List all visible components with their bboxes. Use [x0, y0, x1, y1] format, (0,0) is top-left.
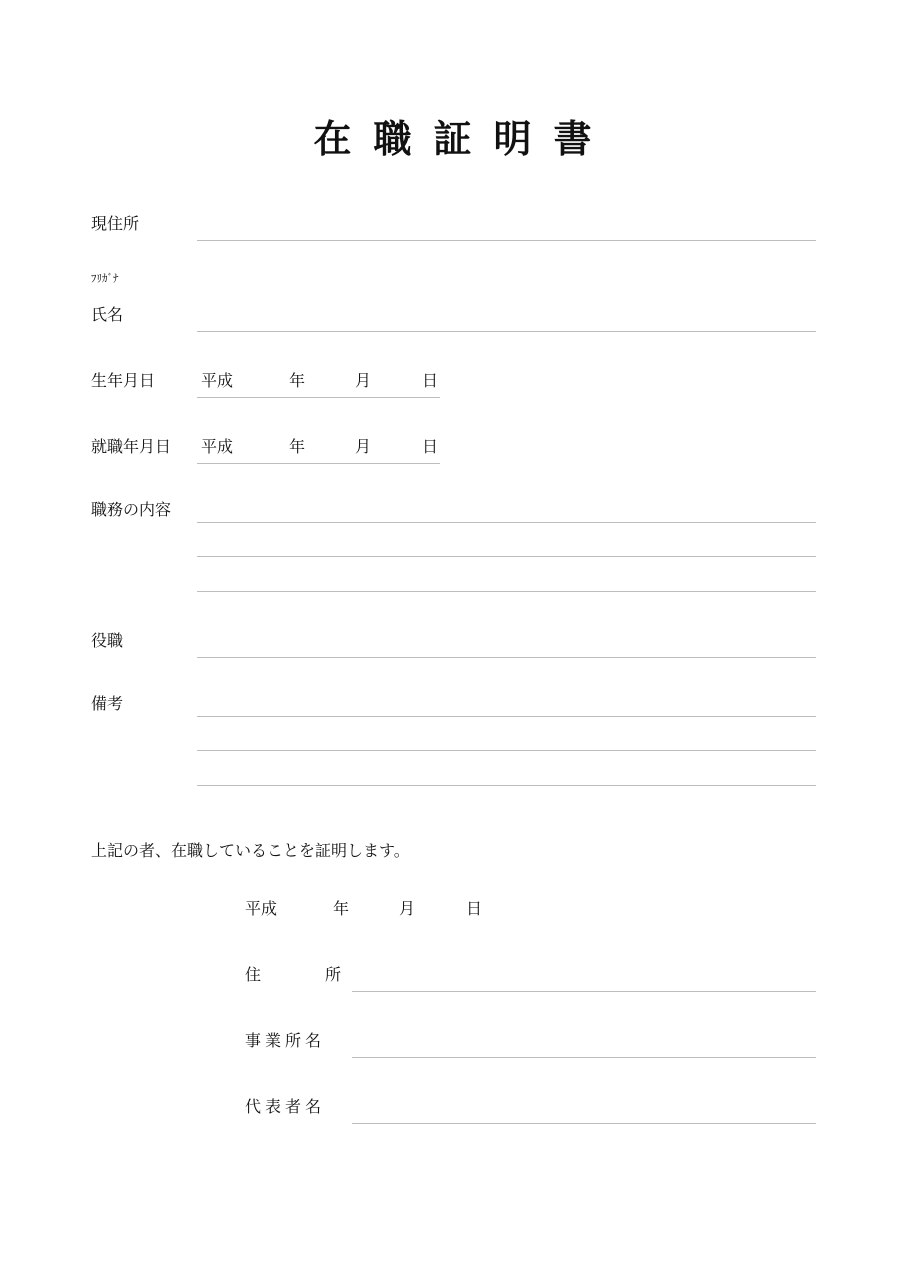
signature-representative-line: [352, 1123, 816, 1124]
signature-date-day-unit: 日: [466, 899, 483, 918]
signature-company-label: 事業所名: [245, 1031, 326, 1050]
employment-month-unit: 月: [355, 437, 372, 456]
certification-statement: 上記の者、在職していることを証明します。: [91, 841, 410, 860]
signature-representative-label: 代表者名: [245, 1097, 326, 1116]
signature-date-year-unit: 年: [333, 899, 350, 918]
document-title: 在職証明書: [313, 117, 614, 161]
address-label: 現住所: [91, 214, 140, 233]
position-line: [197, 657, 816, 658]
employment-date-label: 就職年月日: [91, 437, 172, 456]
birthdate-era: 平成: [201, 371, 234, 390]
employment-era: 平成: [201, 437, 234, 456]
position-label: 役職: [91, 631, 124, 650]
employment-year-unit: 年: [289, 437, 306, 456]
remarks-line-1: [197, 716, 816, 717]
signature-company-line: [352, 1057, 816, 1058]
job-content-line-3: [197, 591, 816, 592]
job-content-line-1: [197, 522, 816, 523]
birthdate-label: 生年月日: [91, 371, 156, 390]
birthdate-day-unit: 日: [422, 371, 439, 390]
signature-address-line: [352, 991, 816, 992]
name-label: 氏名: [91, 305, 124, 324]
remarks-line-2: [197, 750, 816, 751]
employment-day-unit: 日: [422, 437, 439, 456]
birthdate-year-unit: 年: [289, 371, 306, 390]
remarks-label: 備考: [91, 694, 124, 713]
name-line: [197, 331, 816, 332]
signature-date-month-unit: 月: [399, 899, 416, 918]
furigana-label: ﾌﾘｶﾞﾅ: [91, 272, 119, 285]
job-content-line-2: [197, 556, 816, 557]
job-content-label: 職務の内容: [91, 500, 172, 519]
birthdate-line: [197, 397, 440, 398]
signature-address-label: 住 所: [245, 965, 346, 984]
employment-date-line: [197, 463, 440, 464]
remarks-line-3: [197, 785, 816, 786]
birthdate-month-unit: 月: [355, 371, 372, 390]
signature-date-era: 平成: [245, 899, 278, 918]
address-line: [197, 240, 816, 241]
